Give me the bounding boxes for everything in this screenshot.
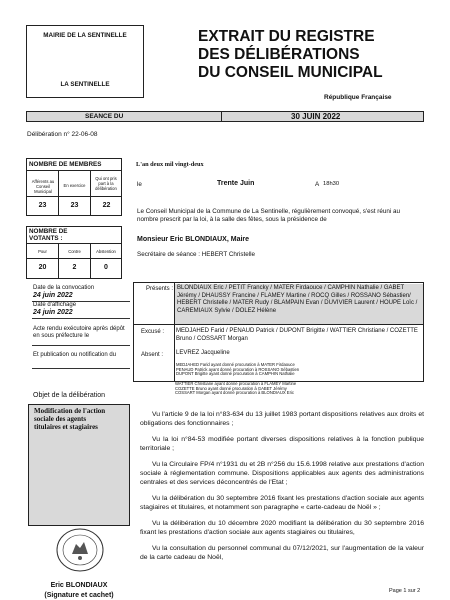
objet-text: Modification de l'action sociale des agents titulaires et stagiaires bbox=[34, 407, 106, 431]
paragraph-4: Vu la délibération du 30 septembre 2016 fixant les prestations d'action sociale aux agents stagiaires et titulaires, et notamment son paragraphe « carte-cadeau de Noël » ; bbox=[140, 495, 424, 511]
votants-sep2 bbox=[27, 258, 121, 259]
procuration-3: DUPONT Brigitte ayant donné procuration à CAMPHIN Nathalie bbox=[176, 371, 295, 377]
votants-value-1: 20 bbox=[38, 264, 47, 271]
votants-sep1 bbox=[27, 243, 121, 244]
commune-name: LA SENTINELLE bbox=[60, 81, 110, 88]
annee-line: L'an deux mil vingt-deux bbox=[136, 161, 204, 168]
membres-title: NOMBRE DE MEMBRES bbox=[29, 161, 102, 168]
affichage-label: Date d'affichage bbox=[33, 302, 77, 308]
procuration-6: COSSART Morgan ayant donné procuration à BLONDIAUX Eric bbox=[175, 390, 295, 396]
excuses-list: MEDJAHED Farid / PENAUD Patrick / DUPONT Brigitte / WATTIER Christiane / COZETTE Bruno / COSSART Morgan bbox=[176, 328, 418, 342]
votants-value-2: 2 bbox=[72, 264, 77, 271]
votants-header-1: Pour bbox=[38, 249, 47, 254]
heure-label: 18h30 bbox=[323, 181, 340, 187]
attendance-table bbox=[133, 282, 424, 382]
paragraph-3: Vu la Circulaire FP/4 n°1931 du et 2B n°256 du 15.6.1998 relative aux prestations d'action sociale à réglementation commune. Dispositions applicables aux agents des administrations centrales et des services déconcentrés de l'Etat ; bbox=[140, 461, 424, 486]
membres-header-2: En exercice bbox=[63, 183, 86, 188]
signature-caption: (Signature et cachet) bbox=[44, 592, 114, 599]
title-line-2: DES DÉLIBÉRATIONS bbox=[198, 46, 360, 63]
votants-header-2: Contre bbox=[68, 249, 81, 254]
publication-line bbox=[32, 368, 130, 369]
convocation-label: Date de la convocation bbox=[33, 285, 95, 291]
presents-label: Présents : bbox=[146, 286, 174, 292]
publication-label: Et publication ou notification du bbox=[33, 352, 117, 358]
acte-rendu-label: Acte rendu exécutoire après dépôt en sous préfecture le bbox=[33, 326, 125, 339]
objet-box bbox=[28, 404, 130, 526]
procurations-list bbox=[176, 363, 421, 377]
a-label: A bbox=[315, 181, 320, 188]
attendance-sep bbox=[134, 324, 423, 325]
mairie-seal bbox=[50, 526, 110, 574]
republique-label: République Française bbox=[324, 94, 392, 101]
membres-header-3: Qui ont pris part à la délibération bbox=[95, 176, 117, 191]
document-title bbox=[198, 28, 383, 82]
affichage-line bbox=[32, 318, 130, 319]
intro-text: Le Conseil Municipal de la Commune de La Sentinelle, régulièrement convoqué, s'est réuni au nombre prescrit par la loi, à la salle des fêtes, sous la présidence de bbox=[137, 208, 401, 223]
presents-list: BLONDIAUX Eric / PETIT Francky / MATER Firdaouce / CAMPHIN Nathalie / GABET Jérémy / DHAUSSY Francine / FLAMEY Martine / ROCQ Gilles / ROSSANO Sébastien/ HEBERT Christelle / MATER Rudy / BLAMPAIN Evan / DUVIVIER Laurent / HOUPE Loïc / CAREMIAUX Sylvie / DOLEZ Hélène bbox=[175, 284, 423, 324]
seance-date: 30 JUIN 2022 bbox=[291, 112, 341, 121]
title-line-1: EXTRAIT DU REGISTRE bbox=[198, 28, 375, 45]
paragraph-5: Vu la délibération du 10 décembre 2020 modifiant la délibération du 30 septembre 2016 fixant les prestations d'action sociale aux agents stagiaires ou titulaires, bbox=[140, 520, 424, 536]
procuration-1: MEDJAHED Farid ayant donné procuration à MATER Firdaouce bbox=[176, 362, 295, 367]
affichage-date: 24 juin 2022 bbox=[33, 309, 73, 316]
votants-table bbox=[26, 226, 122, 279]
mairie-box bbox=[26, 25, 144, 98]
body-text bbox=[140, 410, 424, 562]
votants-title: NOMBRE DE VOTANTS : bbox=[29, 228, 68, 242]
seance-divider bbox=[221, 112, 222, 121]
paragraph-2: Vu la loi n°84-53 modifiée portant diverses dispositions relatives à la fonction publique territoriale ; bbox=[140, 436, 424, 452]
president-line: Monsieur Eric BLONDIAUX, Maire bbox=[137, 236, 250, 243]
seance-label: SEANCE DU bbox=[85, 113, 124, 120]
paragraph-6: Vu la consultation du personnel communal du 07/12/2021, sur l'augmentation de la valeur de la carte cadeau de Noël, bbox=[140, 545, 424, 561]
le-label: le bbox=[137, 181, 142, 188]
absent-list: LEVREZ Jacqueline bbox=[176, 350, 230, 356]
secretaire-line: Secrétaire de séance : HEBERT Christelle bbox=[137, 251, 256, 258]
mairie-name: MAIRIE DE LA SENTINELLE bbox=[43, 32, 127, 39]
convocation-date: 24 juin 2022 bbox=[33, 292, 73, 299]
procuration-4: WATTIER Christiane ayant donné procuration à FLAMEY Martine bbox=[175, 381, 297, 386]
title-line-3: DU CONSEIL MUNICIPAL bbox=[198, 64, 383, 81]
membres-value-1: 23 bbox=[38, 202, 47, 209]
deliberation-number: Délibération n° 22-06-08 bbox=[27, 131, 98, 138]
votants-header-3: Abstention bbox=[96, 249, 116, 254]
jour-label: Trente Juin bbox=[217, 180, 255, 187]
procurations-list-continued bbox=[175, 382, 420, 396]
signature-name: Eric BLONDIAUX bbox=[50, 582, 108, 589]
absent-label: Absent : bbox=[141, 352, 164, 358]
membres-value-2: 23 bbox=[70, 202, 79, 209]
page-number: Page 1 sur 2 bbox=[389, 588, 421, 594]
procuration-2: PENAUD Patrick ayant donné procuration à ROSSANO Sébastien bbox=[176, 366, 300, 372]
acte-rendu-line bbox=[32, 345, 130, 346]
membres-value-3: 22 bbox=[102, 202, 111, 209]
membres-sep2 bbox=[27, 196, 121, 197]
membres-table bbox=[26, 158, 122, 216]
excuses-label: Excusé : bbox=[141, 329, 165, 335]
membres-header-1: Afférents au Conseil Municipal bbox=[31, 179, 55, 194]
membres-sep1 bbox=[27, 170, 121, 171]
seance-bar bbox=[26, 111, 424, 122]
procuration-5: COZETTE Bruno ayant donné procuration à GABET Jérémy bbox=[175, 385, 287, 391]
objet-label: Objet de la délibération bbox=[33, 392, 105, 399]
votants-value-3: 0 bbox=[104, 264, 108, 271]
paragraph-1: Vu l'article 9 de la loi n°83-634 du 13 juillet 1983 portant dispositions relatives aux droits et obligations des fonctionnaires ; bbox=[140, 411, 424, 427]
